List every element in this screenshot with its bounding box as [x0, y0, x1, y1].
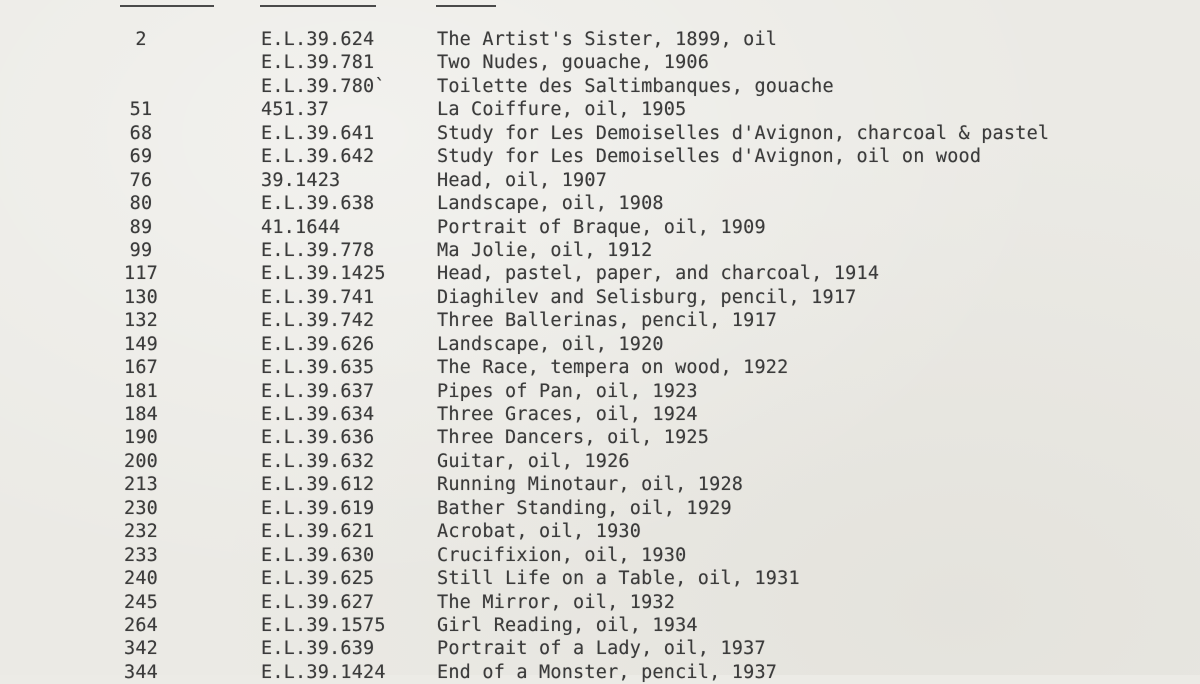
- table-row: [0, 403, 1200, 426]
- loan-number: E.L.39.632: [261, 450, 375, 472]
- column-header-underline-title: [436, 0, 496, 7]
- table-row: [0, 286, 1200, 309]
- catalogue-number: 80: [129, 193, 153, 215]
- catalogue-number: 130: [123, 286, 158, 308]
- table-row: [0, 473, 1200, 496]
- catalogue-number: 99: [129, 239, 153, 261]
- table-row: [0, 520, 1200, 543]
- loan-number: E.L.39.1575: [261, 614, 386, 636]
- artwork-title: Ma Jolie, oil, 1912: [437, 239, 653, 261]
- loan-number: 39.1423: [261, 169, 341, 191]
- loan-number: E.L.39.741: [261, 286, 375, 308]
- loan-number: 451.37: [261, 99, 330, 121]
- loan-number: E.L.39.630: [261, 544, 375, 566]
- loan-number: E.L.39.627: [261, 591, 375, 613]
- artwork-title: Landscape, oil, 1908: [437, 193, 664, 215]
- checklist-rows: [0, 28, 1200, 684]
- artwork-title: Head, oil, 1907: [437, 169, 608, 191]
- loan-number: E.L.39.621: [261, 521, 375, 543]
- catalogue-number: 233: [123, 544, 158, 566]
- catalogue-number: 190: [123, 427, 158, 449]
- loan-number: E.L.39.1424: [261, 661, 386, 683]
- artwork-title: Acrobat, oil, 1930: [437, 521, 642, 543]
- loan-number: E.L.39.1425: [261, 263, 386, 285]
- loan-number: E.L.39.636: [261, 427, 375, 449]
- table-row: [0, 28, 1200, 51]
- catalogue-number: 240: [123, 568, 158, 590]
- loan-number: E.L.39.641: [261, 122, 375, 144]
- artwork-title: Guitar, oil, 1926: [437, 450, 630, 472]
- table-row: [0, 169, 1200, 192]
- table-row: [0, 98, 1200, 121]
- loan-number: E.L.39.778: [261, 239, 375, 261]
- artwork-title: Two Nudes, gouache, 1906: [437, 52, 710, 74]
- artwork-title: Running Minotaur, oil, 1928: [437, 474, 744, 496]
- artwork-title: The Race, tempera on wood, 1922: [437, 357, 789, 379]
- loan-number: E.L.39.642: [261, 146, 375, 168]
- loan-number: E.L.39.635: [261, 357, 375, 379]
- catalogue-number: 149: [123, 333, 158, 355]
- table-row: [0, 614, 1200, 637]
- artwork-title: Bather Standing, oil, 1929: [437, 497, 732, 519]
- table-row: [0, 145, 1200, 168]
- loan-number: E.L.39.781: [261, 52, 375, 74]
- loan-number: E.L.39.639: [261, 638, 375, 660]
- catalogue-number: 69: [129, 146, 153, 168]
- table-row: [0, 567, 1200, 590]
- artwork-title: Study for Les Demoiselles d'Avignon, oil on wood: [437, 146, 982, 168]
- artwork-title: Diaghilev and Selisburg, pencil, 1917: [437, 286, 857, 308]
- catalogue-number: 68: [129, 122, 153, 144]
- artwork-title: Three Ballerinas, pencil, 1917: [437, 310, 778, 332]
- loan-number: E.L.39.638: [261, 193, 375, 215]
- table-row: [0, 380, 1200, 403]
- table-row: [0, 591, 1200, 614]
- loan-number: E.L.39.626: [261, 333, 375, 355]
- loan-number: E.L.39.624: [261, 29, 375, 50]
- artwork-title: Portrait of a Lady, oil, 1937: [437, 638, 766, 660]
- table-row: [0, 262, 1200, 285]
- table-row: [0, 661, 1200, 684]
- artwork-title: La Coiffure, oil, 1905: [437, 99, 687, 121]
- table-row: [0, 239, 1200, 262]
- loan-number: E.L.39.780`: [261, 75, 386, 97]
- table-row: [0, 122, 1200, 145]
- table-row: [0, 192, 1200, 215]
- artwork-title: The Mirror, oil, 1932: [437, 591, 676, 613]
- table-row: [0, 309, 1200, 332]
- loan-number: 41.1644: [261, 216, 341, 238]
- catalogue-number: 232: [123, 521, 158, 543]
- column-header-underline-loan: [260, 0, 376, 7]
- catalogue-number: 132: [123, 310, 158, 332]
- artwork-title: Three Graces, oil, 1924: [437, 404, 698, 425]
- table-row: [0, 426, 1200, 449]
- catalogue-number: 342: [123, 638, 158, 660]
- table-row: [0, 356, 1200, 379]
- artwork-title: End of a Monster, pencil, 1937: [437, 661, 778, 683]
- catalogue-number: 264: [123, 614, 158, 636]
- artwork-title: Still Life on a Table, oil, 1931: [437, 568, 800, 590]
- catalogue-number: 167: [123, 357, 158, 379]
- artwork-title: Toilette des Saltimbanques, gouache: [437, 75, 834, 97]
- table-row: [0, 637, 1200, 660]
- catalogue-number: 51: [129, 99, 153, 121]
- artwork-title: Three Dancers, oil, 1925: [437, 427, 710, 449]
- catalogue-number: 184: [123, 404, 158, 425]
- table-row: [0, 75, 1200, 98]
- artwork-title: Pipes of Pan, oil, 1923: [437, 380, 698, 402]
- catalogue-number: 2: [135, 29, 147, 50]
- loan-number: E.L.39.612: [261, 474, 375, 496]
- catalogue-number: 344: [123, 661, 158, 683]
- catalogue-number: 117: [123, 263, 158, 285]
- catalogue-number: 200: [123, 450, 158, 472]
- table-row: [0, 450, 1200, 473]
- artwork-title: Crucifixion, oil, 1930: [437, 544, 687, 566]
- catalogue-number: 76: [129, 169, 153, 191]
- loan-number: E.L.39.619: [261, 497, 375, 519]
- table-row: [0, 497, 1200, 520]
- loan-number: E.L.39.742: [261, 310, 375, 332]
- artwork-title: The Artist's Sister, 1899, oil: [437, 29, 778, 50]
- column-header-underline-number: [120, 0, 214, 7]
- catalogue-number: 245: [123, 591, 158, 613]
- table-row: [0, 51, 1200, 74]
- table-row: [0, 333, 1200, 356]
- catalogue-number: 89: [129, 216, 153, 238]
- artwork-title: Head, pastel, paper, and charcoal, 1914: [437, 263, 880, 285]
- artwork-title: Portrait of Braque, oil, 1909: [437, 216, 766, 238]
- catalogue-number: 181: [123, 380, 158, 402]
- catalogue-number: 230: [123, 497, 158, 519]
- table-row: [0, 544, 1200, 567]
- artwork-title: Study for Les Demoiselles d'Avignon, charcoal & pastel: [437, 122, 1050, 144]
- artwork-title: Landscape, oil, 1920: [437, 333, 664, 355]
- table-row: [0, 216, 1200, 239]
- loan-number: E.L.39.637: [261, 380, 375, 402]
- loan-number: E.L.39.634: [261, 404, 375, 425]
- loan-number: E.L.39.625: [261, 568, 375, 590]
- catalogue-number: 213: [123, 474, 158, 496]
- artwork-title: Girl Reading, oil, 1934: [437, 614, 698, 636]
